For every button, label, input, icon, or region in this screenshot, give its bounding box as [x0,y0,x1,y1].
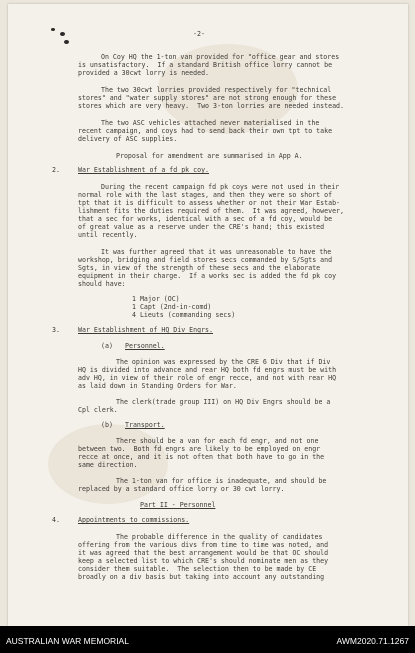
subsection-label: (a) [101,342,113,350]
document-page: -2- On Coy HQ the 1-ton van provided for "office gear and stores is unsatisfactory. If a standard British office lorry cannot be provided a 30cwt lorry is needed. The two 30cwt lorries provided respectively for "technical stores" and "water supply stores" are not strong enough for these stores which are very heavy. Two 3-ton lorries are needed instead. The two ASC vehicles attached never materialised in the recent campaign, and coys had to send back their own tpt to take delivery of ASC supplies. Proposal for amendment are summarised in App A. 2. War Establishment of a fd pk coy. During the recent campaign fd pk coys were not used in their normal role with the last stages, and then they were so short of tpt that it is difficult to assess whether or not their War Estab- lishment fits the duties required of them. It was agreed, however, that a sec for works, identical with a sec of a fd coy, would be of great value as a reserve under the CRE's hand; this existed until recently. It was further agreed that it was unreasonable to have the workshop, bridging and field stores secs commanded by S/Sgts and Sgts, in view of the strength of these secs and the elaborate equipment in their charge. If a works sec is added the fd pk coy should have: 1 Major (OC) 1 Capt (2nd-in-comd) 4 Lieuts (commanding secs) 3. War Establishment of HQ Div Engrs. (a) Personnel. The opinion was expressed by the CRE 6 Div that if Div HQ is divided into advance and rear HQ both fd engrs must be with adv HQ, in view of their role of engr recce, and not with rear HQ as laid down in Standing Orders for War. The clerk(trade group III) on HQ Div Engrs should be a Cpl clerk. (b) Transport. There should be a van for each fd engr, and not one between two. Both fd engrs are likely to be employed on engr recce at once, and it is not often that both have to go in the same direction. The 1-ton van for office is inadequate, and should be replaced by a standard office lorry or 30 cwt lorry. Part II - Personnel 4. Appointments to commissions. The probable difference in the quality of candidates offering from the various divs from time to time was noted, and it was agreed that the best arrangement would be that OC should keep a selected list to which CRE's should nominate men as they consider them suitable. The selection then to be made by CE broadly on a div basis but taking into account any outstanding [8,4,408,626]
section-heading: War Establishment of HQ Div Engrs. [78,326,213,334]
list-item: 1 Major (OC) [132,295,180,303]
footer-accession-number: AWM2020.71.1267 [336,636,409,646]
part-heading: Part II - Personnel [140,501,216,509]
section-heading: Appointments to commissions. [78,516,190,524]
ink-mark [60,32,65,36]
list-item: 4 Lieuts (commanding secs) [132,311,236,319]
list-item: 1 Capt (2nd-in-comd) [132,303,212,311]
subsection-heading: Personnel. [125,342,165,350]
page-number: -2- [193,30,205,38]
ink-mark [64,40,69,44]
section-number: 4. [52,516,60,524]
subsection-heading: Transport. [125,421,165,429]
footer-institution: AUSTRALIAN WAR MEMORIAL [6,636,129,646]
paragraph-proposal: Proposal for amendment are summarised in App A. [116,152,303,160]
section-number: 3. [52,326,60,334]
ink-mark [51,28,55,31]
section-heading: War Establishment of a fd pk coy. [78,166,210,174]
archive-footer [0,626,415,653]
section-number: 2. [52,166,60,174]
subsection-label: (b) [101,421,113,429]
